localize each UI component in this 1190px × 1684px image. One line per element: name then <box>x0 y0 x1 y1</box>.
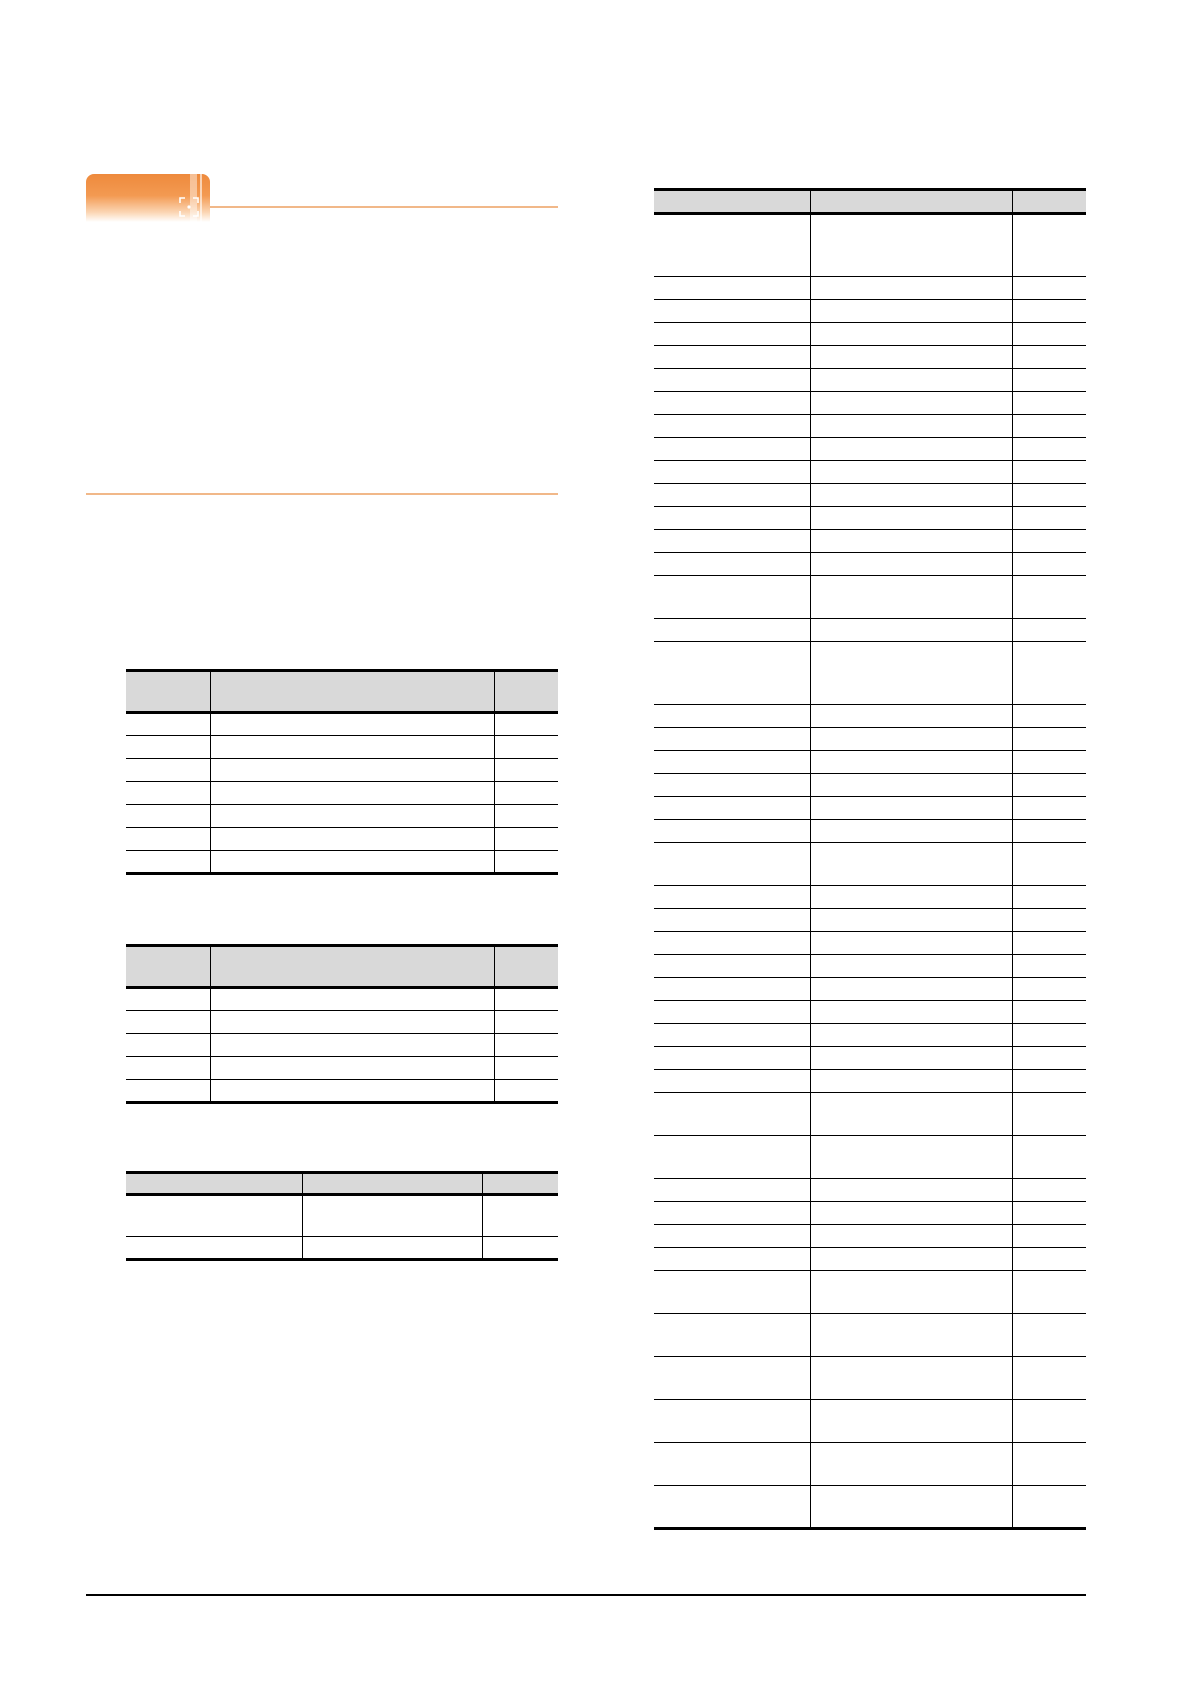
table-row <box>654 1248 1086 1271</box>
table-row <box>654 415 1086 438</box>
table-row <box>654 1093 1086 1136</box>
table-header-row <box>126 946 558 988</box>
footer-rule <box>86 1594 1086 1596</box>
table-row <box>654 978 1086 1001</box>
table-row <box>654 392 1086 415</box>
table-row <box>654 909 1086 932</box>
right-table <box>654 188 1086 1530</box>
table-row <box>126 1034 558 1057</box>
table-row <box>654 461 1086 484</box>
table-row <box>654 214 1086 277</box>
table-row <box>126 1057 558 1080</box>
table-header-cell <box>482 1173 558 1195</box>
table-row <box>654 1179 1086 1202</box>
table-header-cell <box>126 671 210 713</box>
table-row <box>654 530 1086 553</box>
table-row <box>654 346 1086 369</box>
table-row <box>654 955 1086 978</box>
tab-highlight-line <box>200 174 202 222</box>
table-row <box>126 851 558 874</box>
table-header-cell <box>494 671 558 713</box>
table-row <box>126 1011 558 1034</box>
table-row <box>126 1195 558 1237</box>
table-row <box>654 1486 1086 1529</box>
table-header-cell <box>302 1173 482 1195</box>
table-row <box>654 576 1086 619</box>
table-row <box>654 1202 1086 1225</box>
table-row <box>654 1136 1086 1179</box>
table-row <box>654 300 1086 323</box>
table-header-cell <box>210 946 494 988</box>
table-row <box>654 369 1086 392</box>
table-header-cell <box>1012 190 1086 214</box>
table-row <box>654 1024 1086 1047</box>
table-row <box>654 277 1086 300</box>
table-header-cell <box>210 671 494 713</box>
table-row <box>126 805 558 828</box>
table-row <box>126 713 558 736</box>
table-row <box>126 736 558 759</box>
table-header-cell <box>126 1173 302 1195</box>
left-table-1 <box>126 669 558 875</box>
table-row <box>654 1443 1086 1486</box>
table-row <box>126 1080 558 1103</box>
table-row <box>654 484 1086 507</box>
table-row <box>654 1400 1086 1443</box>
table-row <box>654 820 1086 843</box>
left-table-2 <box>126 944 558 1104</box>
subsection-rule <box>86 493 558 495</box>
table-header-row <box>126 671 558 713</box>
table-row <box>126 1237 558 1260</box>
table-row <box>654 886 1086 909</box>
left-table-3 <box>126 1171 558 1261</box>
table-row <box>654 507 1086 530</box>
table-header-row <box>126 1173 558 1195</box>
table-row <box>654 932 1086 955</box>
table-row <box>126 782 558 805</box>
table-row <box>654 1314 1086 1357</box>
table-row <box>654 619 1086 642</box>
table-row <box>654 1357 1086 1400</box>
table-row <box>126 759 558 782</box>
table-row <box>654 1225 1086 1248</box>
table-row <box>654 553 1086 576</box>
table-row <box>654 751 1086 774</box>
section-heading-rule <box>210 206 558 208</box>
table-row <box>654 843 1086 886</box>
table-row <box>654 1001 1086 1024</box>
table-row <box>654 1271 1086 1314</box>
table-row <box>654 728 1086 751</box>
table-row <box>654 705 1086 728</box>
table-header-cell <box>126 946 210 988</box>
table-header-row <box>654 190 1086 214</box>
bracket-corner-icon <box>178 196 200 218</box>
table-header-cell <box>654 190 810 214</box>
table-row <box>654 774 1086 797</box>
table-header-cell <box>810 190 1012 214</box>
table-row <box>654 797 1086 820</box>
table-row <box>654 1070 1086 1093</box>
table-row <box>654 642 1086 705</box>
table-header-cell <box>494 946 558 988</box>
table-row <box>126 828 558 851</box>
table-row <box>654 438 1086 461</box>
table-row <box>654 1047 1086 1070</box>
table-row <box>126 988 558 1011</box>
table-row <box>654 323 1086 346</box>
